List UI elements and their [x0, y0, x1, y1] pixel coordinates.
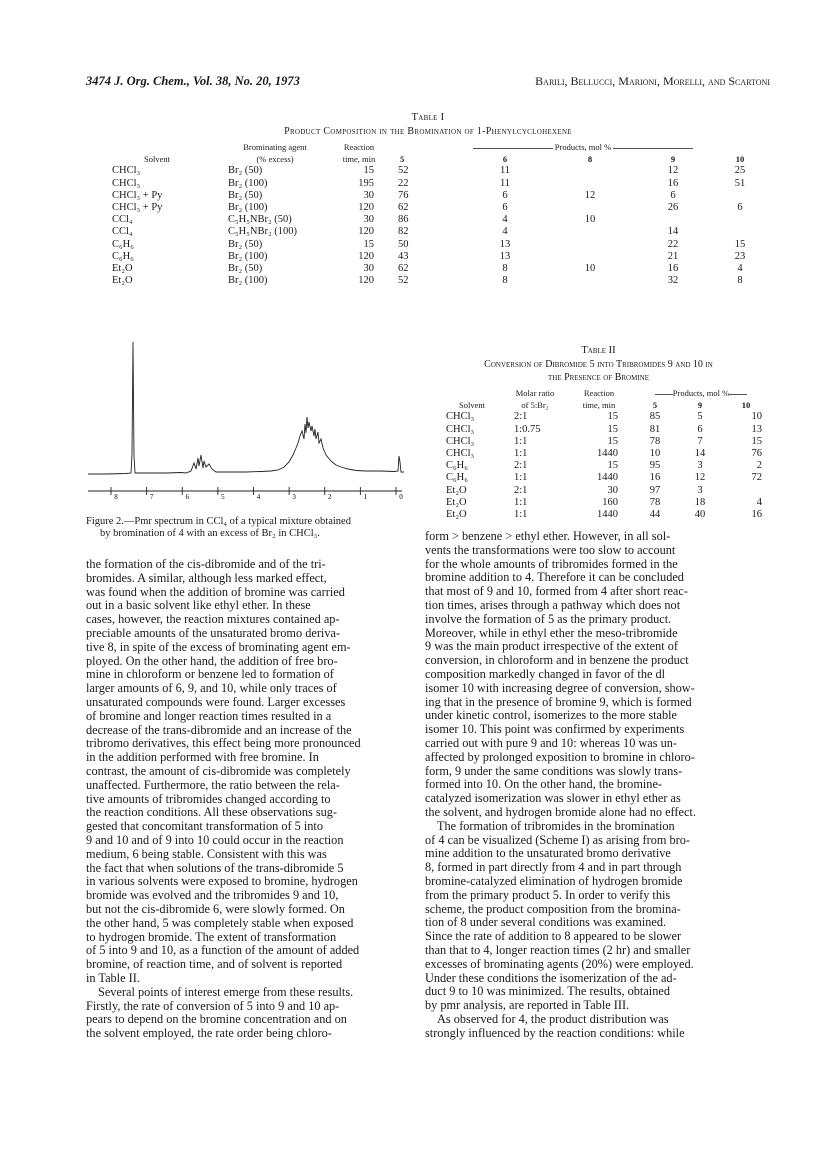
- table2-cell-ratio: 2:1: [514, 484, 528, 496]
- text-line: the reaction conditions. All these observations sug-: [86, 805, 338, 820]
- spectrum-trace: [88, 342, 404, 474]
- text-line: of 4 can be visualized (Scheme I) as arising from bro-: [425, 832, 690, 847]
- table1: [86, 141, 770, 287]
- table2-cell-p10: 10: [751, 411, 762, 423]
- table2-cell-p5: 97: [649, 484, 661, 496]
- text-line: in the addition performed with free bromine. In: [86, 750, 319, 765]
- table2-cell-p5: 44: [649, 509, 661, 521]
- table1-cell-agent: Br₂ (100): [228, 202, 268, 214]
- table2-cell-time: 160: [602, 496, 618, 508]
- text-line: As observed for 4, the product distribution was: [437, 1011, 669, 1026]
- text-line: the solvent employed, the rate order being chloro-: [86, 1026, 332, 1041]
- table2-cell-p10: 72: [751, 472, 762, 484]
- figure-caption: [86, 516, 406, 540]
- table1-cell-p6: 8: [502, 263, 508, 275]
- table2-cell-solvent: CHCl₃: [446, 435, 475, 447]
- text-line: by pmr analysis, are reported in Table III.: [425, 998, 630, 1013]
- table2-cell-time: 15: [607, 423, 618, 435]
- table2-products-header: [632, 387, 770, 399]
- table1-products-header: [396, 141, 770, 153]
- table2-col-p10: 10: [741, 400, 751, 411]
- table1-cell-time: 120: [358, 226, 374, 238]
- table2-cell-ratio: 1:1: [514, 509, 528, 521]
- table1-cell-agent: C₅H₅NBr₂ (100): [228, 226, 298, 238]
- table1-cell-p10: 23: [734, 250, 746, 262]
- table1-col-solvent: Solvent: [144, 154, 170, 165]
- text-line: mine in chloroform or benzene led to formation of: [86, 667, 334, 682]
- table1-cell-agent: Br₂ (100): [228, 275, 268, 287]
- text-line: duct 9 to 10 was minimized. The results, obtained: [425, 984, 670, 999]
- table2-cell-p10: 13: [751, 423, 762, 435]
- table2-col-ratio-1: Molar ratio: [515, 388, 555, 398]
- table1-cell-p8: 12: [584, 189, 596, 201]
- axis-tick-label: 2: [328, 493, 332, 501]
- table1-cell-time: 15: [363, 165, 374, 177]
- table2-row: [440, 497, 770, 509]
- text-line: unsaturated compounds were found. Larger excesses: [86, 694, 346, 709]
- table1-col-agent-2: (% excess): [256, 154, 294, 165]
- table2-cell-solvent: CHCl₃: [446, 423, 475, 435]
- table2-cell-time: 1440: [597, 472, 618, 484]
- table1-cell-solvent: Et₂O: [112, 275, 133, 287]
- table1-title: Product Composition in the Bromination of 1-Phenylcyclohexene: [284, 126, 572, 137]
- table2-col-time-1: Reaction: [583, 388, 615, 398]
- table1-cell-p8: [544, 178, 636, 190]
- text-line: the other hand, 5 was completely stable when exposed: [86, 915, 354, 930]
- table1-cell-p8: 10: [584, 214, 596, 226]
- table2-cell-ratio: 1:1: [514, 472, 528, 484]
- table2-cell-p5: 78: [649, 496, 661, 508]
- table1-row: [86, 202, 770, 214]
- table2-cell-p10: 16: [751, 509, 762, 521]
- running-header-right: Barili, Bellucci, Marioni, Morelli, and Scartoni: [535, 74, 770, 88]
- table2-products-label: Products, mol %: [672, 388, 730, 398]
- table2-row: [440, 424, 770, 436]
- table2-label: Table II: [581, 345, 616, 356]
- text-line: the solvent, and hydrogen bromide alone had no effect.: [425, 804, 696, 819]
- axis-tick-label: 8: [114, 493, 118, 501]
- table2-cell-solvent: Et₂O: [446, 496, 467, 508]
- table1-cell-p10: 51: [734, 177, 746, 189]
- table1-cell-p9: 12: [667, 165, 679, 177]
- text-line: preciable amounts of the unsaturated bromo deriva-: [86, 625, 341, 640]
- text-line: ployed. On the other hand, the addition of free bro-: [86, 653, 338, 668]
- table2-cell-solvent: CHCl₃: [446, 448, 475, 460]
- table1-col-time-2: time, min: [342, 154, 376, 165]
- text-line: of bromine and longer reaction times resulted in a: [86, 708, 332, 723]
- table2-col-p5: 5: [652, 400, 658, 411]
- text-line: gested that concomitant transformation of 5 into: [86, 819, 323, 834]
- table2-cell-p9: 3: [697, 484, 703, 496]
- table1-cell-time: 195: [358, 177, 374, 189]
- text-line: but not the cis-dibromide 6, were slowly formed. On: [86, 901, 345, 916]
- table2-cell-p5: 16: [649, 472, 661, 484]
- table1-cell-agent: Br₂ (50): [228, 189, 263, 201]
- pmr-spectrum-figure: [86, 336, 406, 511]
- table1-cell-p9: 16: [667, 263, 679, 275]
- table1-label: Table I: [411, 112, 445, 123]
- table1-row: [86, 251, 770, 263]
- table1-cell-agent: Br₂ (50): [228, 165, 263, 177]
- table2-cell-ratio: 1:1: [514, 496, 528, 508]
- text-line: out in a basic solvent like ethyl ether. In these: [86, 598, 311, 613]
- table1-cell-p6: 4: [502, 214, 508, 226]
- table1-cell-p8: [544, 251, 636, 263]
- table1-cell-agent: C₅H₅NBr₂ (50): [228, 214, 292, 226]
- table2-cell-p10: 76: [751, 448, 762, 460]
- table2-row: [440, 448, 770, 460]
- table2-cell-time: 1440: [597, 448, 618, 460]
- table2-row: [440, 411, 770, 423]
- table1-row: [86, 239, 770, 251]
- table1-cell-agent: Br₂ (50): [228, 238, 263, 250]
- table1-cell-p6: 13: [499, 238, 511, 250]
- table1-cell-p9: [636, 214, 710, 226]
- table1-row: [86, 214, 770, 226]
- table1-cell-solvent: C₆H₆: [112, 250, 134, 262]
- table1-cell-p6: 11: [499, 177, 511, 189]
- table2-cell-p9: 12: [694, 472, 706, 484]
- table2-cell-p10: [722, 485, 770, 497]
- table1-cell-solvent: CHCl₃: [112, 165, 141, 177]
- table1-cell-p10: 4: [737, 263, 743, 275]
- table1-cell-time: 120: [358, 202, 374, 214]
- axis-tick-label: 3: [292, 493, 296, 501]
- table2-cell-solvent: CHCl₃: [446, 411, 475, 423]
- table1-cell-p5: 50: [398, 238, 409, 250]
- table1-cell-p9: 6: [670, 189, 676, 201]
- table1-cell-p6: 6: [502, 189, 508, 201]
- table1-col-time-1: Reaction: [343, 142, 375, 152]
- table2-cell-time: 15: [607, 460, 618, 472]
- table1-col-agent-1: Brominating agent: [243, 142, 307, 152]
- table2-cell-p10: 2: [756, 460, 762, 472]
- table1-cell-solvent: CCl₄: [112, 226, 133, 238]
- table1-row: [86, 226, 770, 238]
- text-line: medium, 6 being stable. Consistent with this was: [86, 846, 327, 861]
- table1-cell-p8: 10: [584, 263, 596, 275]
- table1-cell-p6: 6: [502, 202, 508, 214]
- table2-cell-p9: 40: [694, 509, 706, 521]
- text-line: form, 9 under the same conditions was slowly trans-: [425, 763, 683, 778]
- text-line: isomer 10 with increasing degree of conversion, show-: [425, 680, 695, 695]
- table2-col-p9: 9: [697, 400, 703, 411]
- text-line: tion of 8 under several conditions was examined.: [425, 915, 667, 930]
- text-line: excesses of brominating agents (20%) were employed.: [425, 956, 694, 971]
- table1-cell-p8: [544, 165, 636, 177]
- table2-row: [440, 436, 770, 448]
- table1-cell-p6: 4: [502, 226, 508, 238]
- table1-cell-p5: 62: [398, 202, 409, 214]
- table1-cell-p5: 82: [398, 226, 409, 238]
- text-line: the fact that when solutions of the trans-dibromide 5: [86, 860, 344, 875]
- text-line: formed into 10. On the other hand, the bromine-: [425, 777, 662, 792]
- table1-cell-p5: 76: [398, 189, 409, 201]
- table1-col-p10: 10: [735, 154, 745, 165]
- text-line: that most of 9 and 10, formed from 4 after short reac-: [425, 584, 688, 599]
- text-line: composition markedly changed in favor of the dl: [425, 666, 666, 681]
- table2-cell-solvent: Et₂O: [446, 484, 467, 496]
- table2-cell-solvent: C₆H₆: [446, 472, 468, 484]
- table2-cell-p5: 78: [649, 435, 661, 447]
- table1-cell-p10: [710, 214, 770, 226]
- table2-cell-time: 15: [607, 411, 618, 423]
- table2-col-ratio-2: of 5:Br₂: [521, 400, 549, 411]
- table1-cell-time: 15: [363, 238, 374, 250]
- table1-cell-time: 120: [358, 275, 374, 287]
- text-line: affected by prolonged exposition to bromine in chloro-: [425, 749, 695, 764]
- table1-cell-p8: [544, 202, 636, 214]
- text-line: bromine, of reaction time, and of solvent is reported: [86, 957, 343, 972]
- text-line: strongly influenced by the reaction conditions: while: [425, 1025, 685, 1040]
- table2-cell-p5: 81: [649, 423, 661, 435]
- text-line: form > benzene > ethyl ether. However, in all sol-: [425, 529, 671, 543]
- table1-cell-p9: 21: [667, 250, 679, 262]
- text-line: isomer 10. This point was confirmed by experiments: [425, 722, 685, 737]
- table1-cell-p9: 16: [667, 177, 679, 189]
- text-line: scheme, the product composition from the bromina-: [425, 901, 681, 916]
- text-line: Since the rate of addition to 8 appeared to be slower: [425, 929, 682, 944]
- table1-cell-solvent: C₆H₆: [112, 238, 134, 250]
- text-line: Moreover, while in ethyl ether the meso-tribromide: [425, 625, 678, 640]
- table1-cell-p8: [544, 275, 636, 287]
- table1-row: [86, 275, 770, 287]
- table1-cell-agent: Br₂ (50): [228, 263, 263, 275]
- table1-cell-p9: 32: [667, 275, 679, 287]
- table1-cell-p8: [544, 239, 636, 251]
- right-column-text: [425, 530, 772, 1040]
- table2-cell-p5: 85: [649, 411, 661, 423]
- text-line: bromine addition to 4. Therefore it can be concluded: [425, 570, 684, 585]
- table1-row: [86, 165, 770, 177]
- table1-cell-p9: 26: [667, 202, 679, 214]
- table1-cell-time: 30: [363, 263, 374, 275]
- table2-cell-time: 1440: [597, 509, 618, 521]
- text-line: in various solvents were exposed to bromine, hydrogen: [86, 874, 358, 889]
- text-line: 8, formed in part directly from 4 and in part through: [425, 860, 682, 875]
- table2-row: [440, 460, 770, 472]
- text-line: carried out with pure 9 and 10: whereas 10 was un-: [425, 735, 678, 750]
- text-line: 9 and 10 and of 9 into 10 could occur in the reaction: [86, 832, 344, 847]
- text-line: cases, however, the reaction mixtures contained ap-: [86, 612, 340, 627]
- table2-col-solvent: Solvent: [459, 400, 485, 411]
- text-line: was found when the addition of bromine was carried: [86, 584, 345, 599]
- text-line: contrast, the amount of cis-dibromide was completely: [86, 763, 351, 778]
- table1-cell-p5: 62: [398, 263, 409, 275]
- table2-cell-solvent: Et₂O: [446, 509, 467, 521]
- text-line: than that to 4, longer reaction times (2 hr) and smaller: [425, 942, 691, 957]
- table1-col-p5: 5: [400, 154, 405, 165]
- text-line: conversion, in chloroform and in benzene the product: [425, 653, 689, 668]
- text-line: of 5 into 9 and 10, as a function of the amount of added: [86, 943, 360, 958]
- text-line: Several points of interest emerge from these results.: [98, 984, 354, 999]
- text-line: tive amounts of tribromides changed according to: [86, 791, 331, 806]
- table1-cell-p6: 11: [499, 165, 511, 177]
- table1-cell-p10: 6: [737, 202, 743, 214]
- text-line: tribromo derivatives, this effect being more pronounced: [86, 736, 361, 751]
- table1-cell-solvent: CHCl₃ + Py: [112, 202, 163, 214]
- table2-cell-ratio: 2:1: [514, 460, 528, 472]
- text-line: Firstly, the rate of conversion of 5 into 9 and 10 ap-: [86, 998, 340, 1013]
- table2-cell-p10: 15: [751, 435, 762, 447]
- table1-cell-p10: 25: [734, 165, 746, 177]
- table2-col-time-2: time, min: [582, 400, 616, 411]
- table1-cell-p5: 52: [398, 165, 409, 177]
- table1-products-label: Products, mol %: [554, 142, 612, 152]
- table1-col-p9: 9: [670, 154, 676, 165]
- table2-cell-p9: 6: [697, 423, 703, 435]
- table1-cell-solvent: Et₂O: [112, 263, 133, 275]
- table1-cell-time: 30: [363, 189, 374, 201]
- table1-cell-p9: 14: [667, 226, 679, 238]
- text-line: unaffected. Furthermore, the ratio between the rela-: [86, 777, 340, 792]
- figure-caption-line-2: by bromination of 4 with an excess of Br₂ in CHCl₃.: [100, 528, 320, 539]
- table2-cell-p9: 14: [694, 448, 706, 460]
- table1-row: [86, 190, 770, 202]
- text-line: catalyzed isomerization was slower in ethyl ether as: [425, 791, 681, 806]
- axis-tick-label: 6: [185, 493, 189, 501]
- table2-row: [440, 472, 770, 484]
- table2-cell-p5: 95: [649, 460, 661, 472]
- table2-cell-p10: 4: [756, 496, 762, 508]
- table2-cell-ratio: 1:1: [514, 448, 528, 460]
- text-line: the formation of the cis-dibromide and of the tri-: [86, 557, 326, 571]
- axis-tick-label: 5: [221, 493, 225, 501]
- pmr-spectrum-plot: [86, 336, 406, 511]
- text-line: ing that in the presence of bromine 9, which is formed: [425, 694, 692, 709]
- table1-col-p6: 6: [502, 154, 508, 165]
- text-line: from the primary product 5. In order to verify this: [425, 887, 671, 902]
- table2-cell-p5: 10: [649, 448, 661, 460]
- table2-row: [440, 509, 770, 521]
- text-line: for the whole amounts of tribromides formed in the: [425, 556, 678, 571]
- table1-cell-time: 120: [358, 250, 374, 262]
- axis-tick-label: 0: [399, 493, 403, 501]
- table1-cell-agent: Br₂ (100): [228, 250, 268, 262]
- table2-cell-p9: 3: [697, 460, 703, 472]
- running-header-left: 3474 J. Org. Chem., Vol. 38, No. 20, 1973: [86, 74, 300, 88]
- text-line: decrease of the trans-dibromide and an increase of the: [86, 722, 352, 737]
- table1-cell-p5: 52: [398, 275, 409, 287]
- axis-tick-label: 7: [149, 493, 154, 501]
- table2-cell-time: 15: [607, 435, 618, 447]
- table2-cell-solvent: C₆H₆: [446, 460, 468, 472]
- text-line: tion times, arises through a pathway which does not: [425, 597, 681, 612]
- text-line: bromide was evolved and the tribromides 9 and 10,: [86, 888, 339, 903]
- table2-cell-p9: 18: [694, 496, 706, 508]
- text-line: The formation of tribromides in the bromination: [437, 818, 675, 833]
- table1-cell-p9: 22: [667, 238, 679, 250]
- table1-cell-solvent: CHCl₃ + Py: [112, 189, 163, 201]
- text-line: Under these conditions the isomerization of the ad-: [425, 970, 677, 985]
- table2-row: [440, 485, 770, 497]
- left-column-text: [86, 558, 404, 1041]
- table1-cell-p10: 8: [737, 275, 743, 287]
- table2-cell-ratio: 2:1: [514, 411, 528, 423]
- table2-cell-p9: 5: [697, 411, 703, 423]
- table1-cell-p5: 43: [398, 250, 409, 262]
- figure-caption-line-1: Figure 2.—Pmr spectrum in CCl₄ of a typical mixture obtained: [86, 516, 351, 527]
- table2-title-2: the Presence of Bromine: [547, 372, 649, 383]
- axis-tick-label: 4: [256, 493, 261, 501]
- table2-cell-ratio: 1:1: [514, 435, 528, 447]
- table1-cell-agent: Br₂ (100): [228, 177, 268, 189]
- table1-row: [86, 263, 770, 275]
- table1-cell-time: 30: [363, 214, 374, 226]
- table1-cell-p6: 8: [502, 275, 508, 287]
- table2-title-1: Conversion of Dibromide 5 into Tribromides 9 and 10 in: [484, 359, 713, 370]
- text-line: to hydrogen bromide. The extent of transformation: [86, 929, 337, 944]
- table1-cell-p10: [710, 190, 770, 202]
- table1-cell-p10: [710, 226, 770, 238]
- text-line: involve the formation of 5 as the primary product.: [425, 611, 672, 626]
- axis-tick-label: 1: [363, 493, 368, 501]
- table1-cell-p6: 13: [499, 250, 511, 262]
- text-line: 9 was the main product irrespective of the extent of: [425, 639, 679, 654]
- text-line: mine addition to the unsaturated bromo derivative: [425, 846, 671, 861]
- table1-cell-p5: 22: [398, 177, 409, 189]
- table2: [440, 387, 770, 521]
- text-line: larger amounts of 6, 9, and 10, while only traces of: [86, 681, 337, 696]
- table1-col-p8: 8: [587, 154, 593, 165]
- table1-cell-p8: [544, 226, 636, 238]
- table1-cell-solvent: CCl₄: [112, 214, 133, 226]
- text-line: under kinetic control, isomerizes to the more stable: [425, 708, 678, 723]
- table2-cell-ratio: 1:0.75: [514, 423, 541, 435]
- table1-cell-p10: 15: [734, 238, 746, 250]
- table2-cell-time: 30: [607, 484, 618, 496]
- text-line: bromides. A similar, although less marked effect,: [86, 570, 327, 585]
- table1-row: [86, 178, 770, 190]
- text-line: vents the transformations were too slow to account: [425, 542, 676, 557]
- text-line: bromine-catalyzed elimination of hydrogen bromide: [425, 873, 683, 888]
- table1-cell-solvent: CHCl₃: [112, 177, 141, 189]
- text-line: pears to depend on the bromine concentration and on: [86, 1012, 347, 1027]
- text-line: in Table II.: [86, 970, 140, 985]
- table1-cell-p5: 86: [398, 214, 409, 226]
- text-line: tive 8, in spite of the excess of brominating agent em-: [86, 639, 351, 654]
- table2-cell-p9: 7: [697, 435, 703, 447]
